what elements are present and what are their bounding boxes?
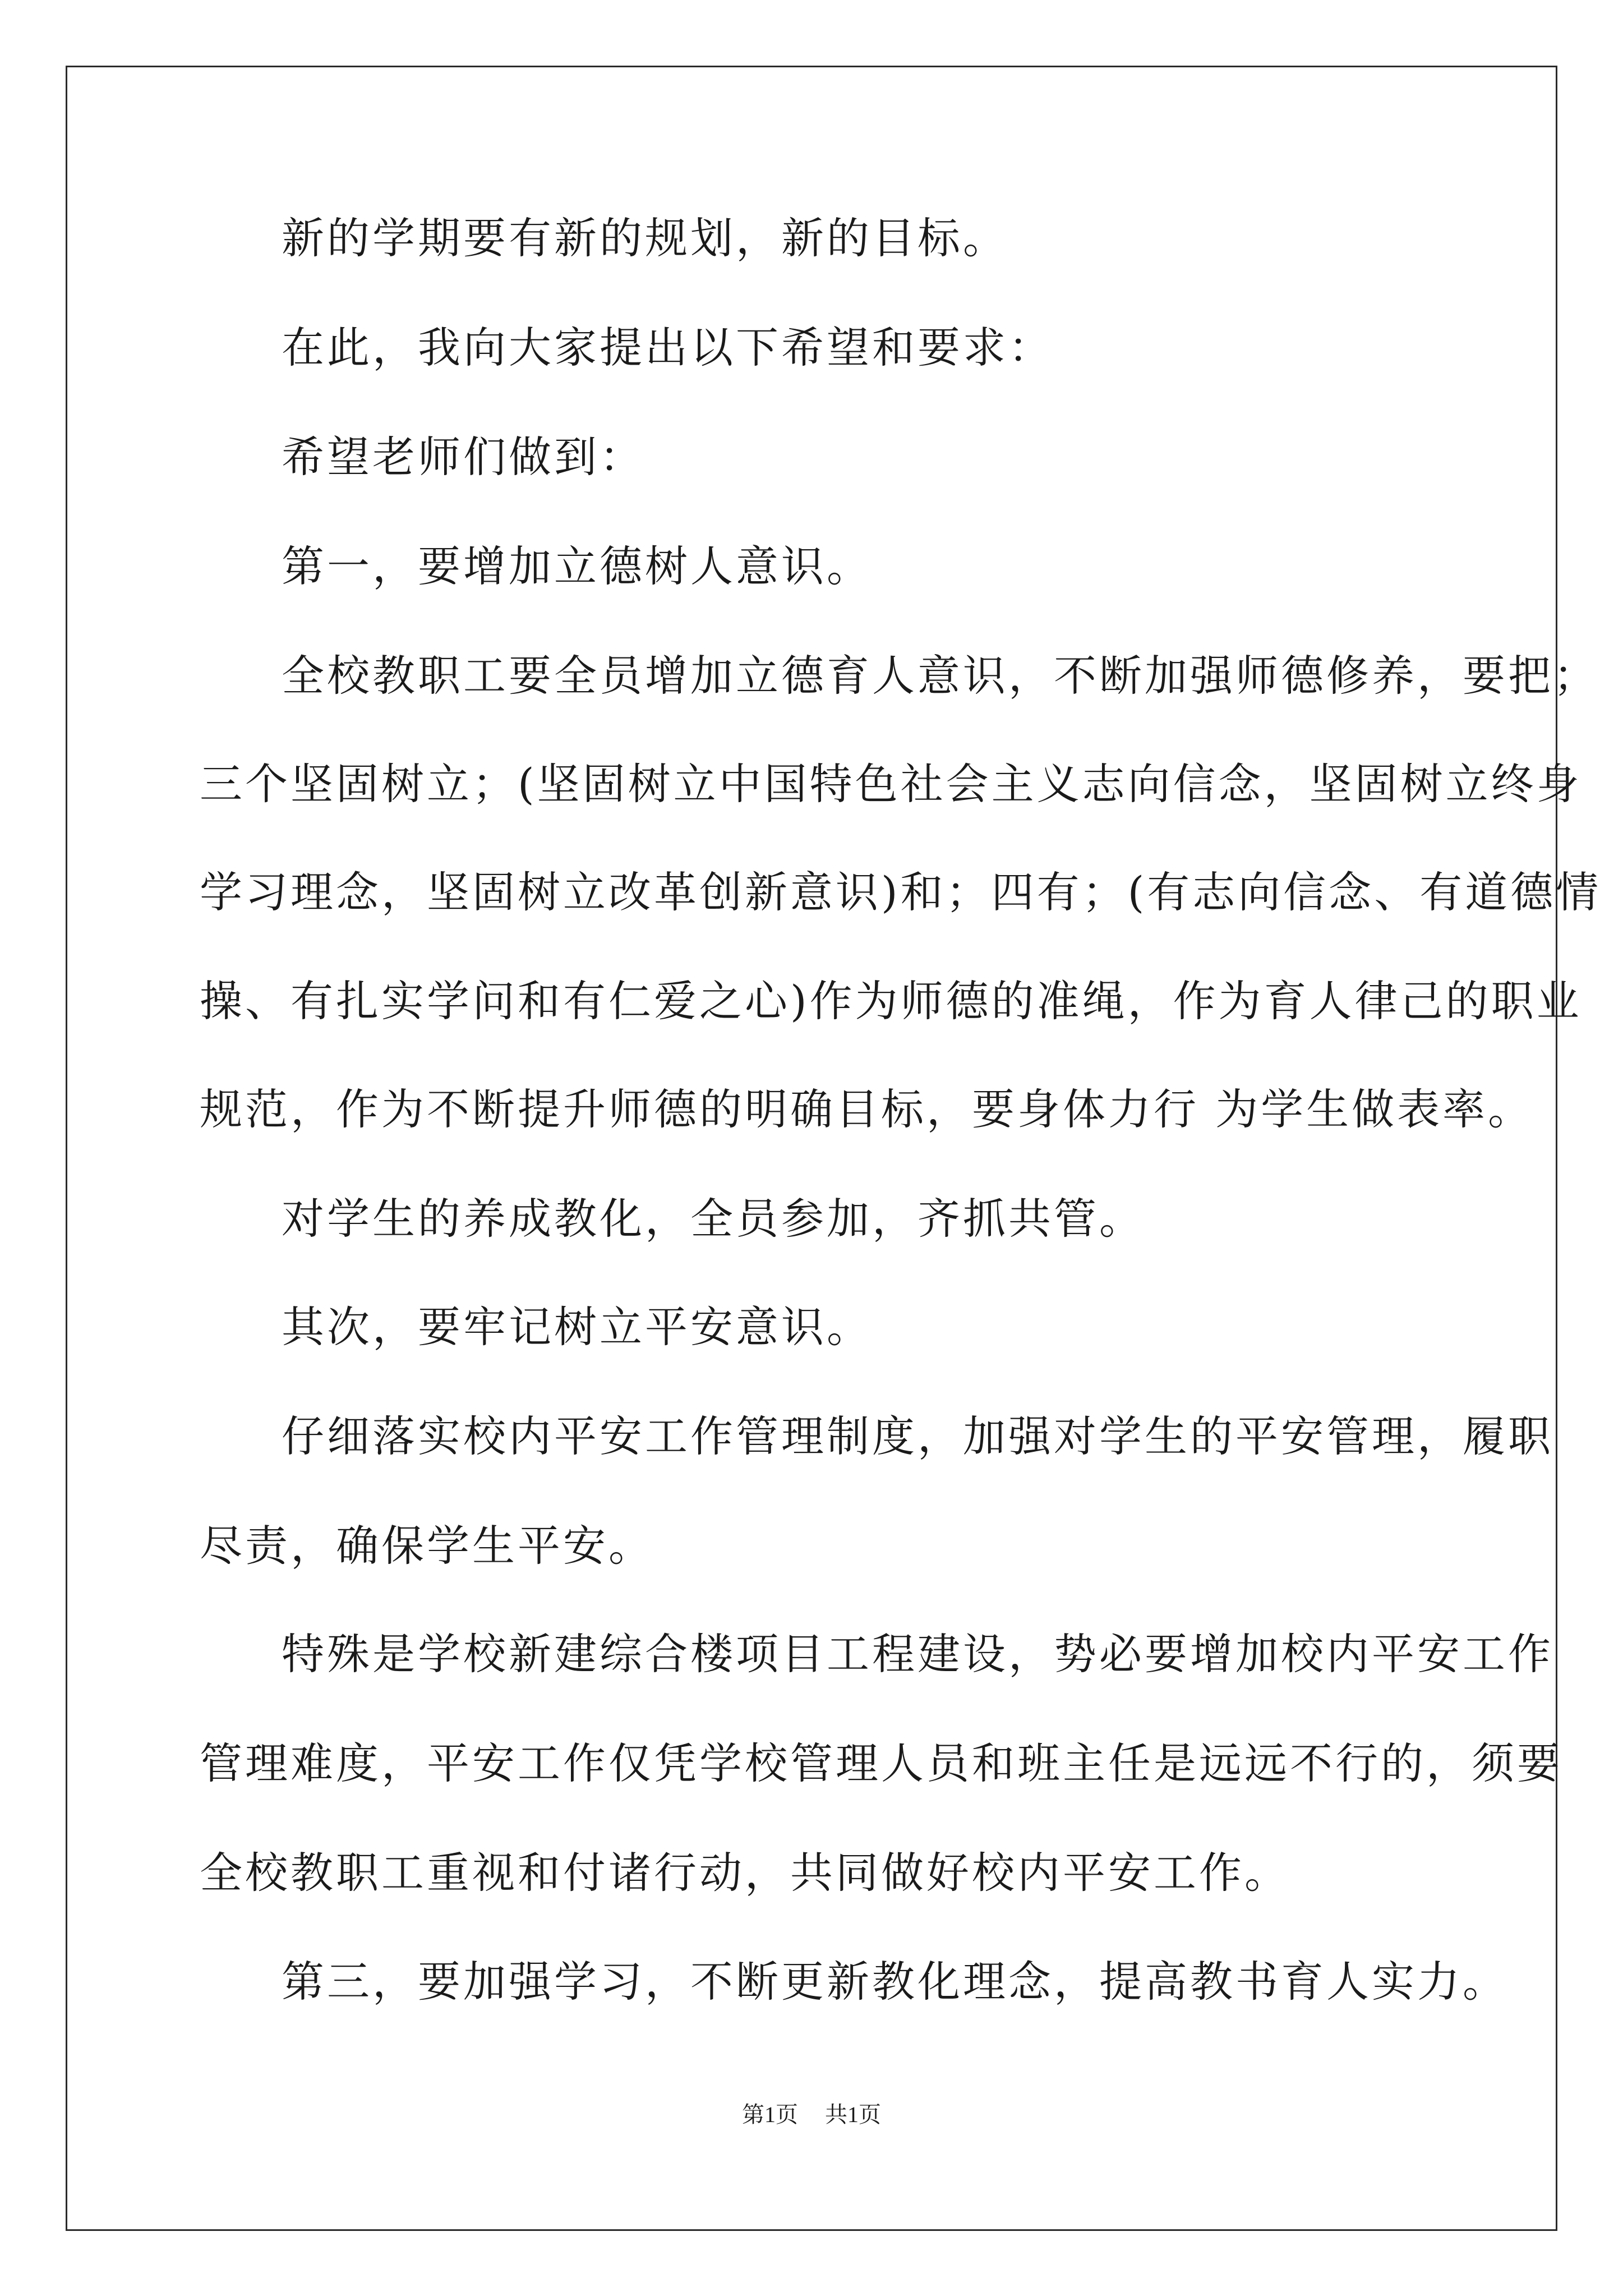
page-border [66, 66, 1557, 2231]
paragraph-line: 第三，要加强学习，不断更新教化理念，提高教书育人实力。 [282, 1957, 1508, 2007]
paragraph-line: 管理难度，平安工作仅凭学校管理人员和班主任是远远不行的，须要 [200, 1738, 1562, 1788]
paragraph-line: 在此，我向大家提出以下希望和要求： [282, 323, 1054, 372]
paragraph-line: 尽责，确保学生平安。 [200, 1521, 654, 1571]
paragraph-line: 全校教职工重视和付诸行动，共同做好校内平安工作。 [200, 1848, 1290, 1898]
page-footer [0, 2101, 1623, 2129]
paragraph-line: 三个坚固树立；(坚固树立中国特色社会主义志向信念，坚固树立终身 [200, 759, 1582, 809]
paragraph-line: 学习理念，坚固树立改革创新意识)和；四有；(有志向信念、有道德情 [200, 867, 1602, 917]
paragraph-line: 操、有扎实学问和有仁爱之心)作为师德的准绳，作为育人律己的职业 [200, 976, 1582, 1026]
paragraph-line: 第一，要增加立德树人意识。 [282, 541, 872, 591]
paragraph-line: 对学生的养成教化，全员参加，齐抓共管。 [282, 1194, 1145, 1244]
paragraph-line: 特殊是学校新建综合楼项目工程建设，势必要增加校内平安工作 [282, 1629, 1553, 1679]
paragraph-line: 其次，要牢记树立平安意识。 [282, 1302, 872, 1352]
paragraph-line: 仔细落实校内平安工作管理制度，加强对学生的平安管理，履职 [282, 1411, 1553, 1461]
paragraph-line: 规范，作为不断提升师德的明确目标，要身体力行 为学生做表率。 [200, 1084, 1534, 1134]
paragraph-line: 全校教职工要全员增加立德育人意识，不断加强师德修养，要把； [282, 651, 1599, 701]
page-number-current: 第1页 [742, 2102, 798, 2127]
paragraph-line: 希望老师们做到： [282, 432, 645, 482]
page-number-total: 共1页 [825, 2102, 881, 2127]
paragraph-line: 新的学期要有新的规划，新的目标。 [282, 213, 1008, 263]
